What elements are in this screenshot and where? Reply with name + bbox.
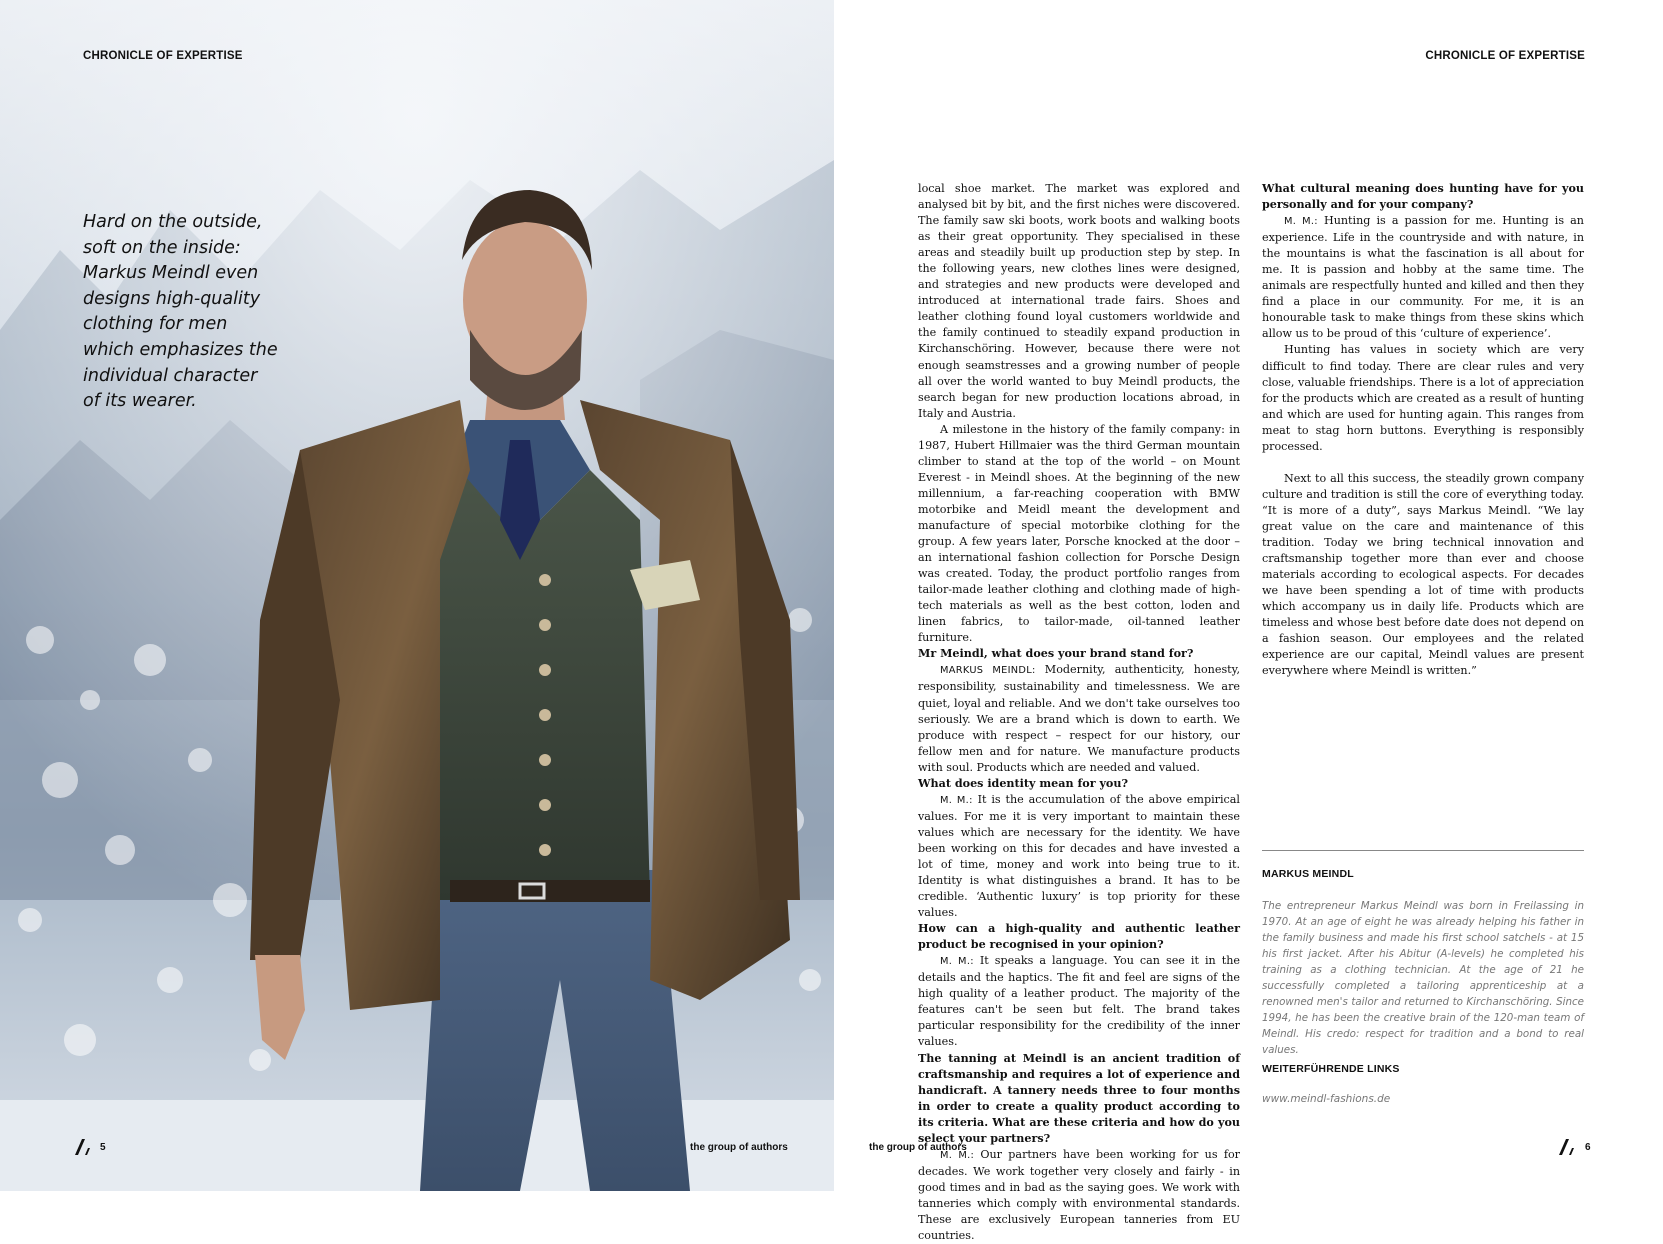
caption-line: soft on the inside: [83, 237, 241, 258]
interview-question: The tanning at Meindl is an ancient tradition of craftsmanship and requires a lot of experience and handicraft. A tannery needs three to four months in order to create a quality product according to its criteria. What are these criteria and how do you select your partners? [918, 1051, 1240, 1145]
speaker-label: MARKUS MEINDL: [940, 665, 1036, 677]
interview-question: How can a high-quality and authentic leather product be recognised in your opinion? [918, 922, 1240, 952]
interview-question: Mr Meindl, what does your brand stand for? [918, 647, 1194, 661]
left-page [0, 0, 834, 1191]
answer-text: Our partners have been working for us for decades. We work together very closely and fairly - in good times and in bad as the saying goes. We work with tanneries which comply with environmental standards. These are exclusively European tanneries from EU countries. [918, 1147, 1240, 1243]
speaker-label: M. M.: [940, 956, 974, 968]
answer-text: Modernity, authenticity, honesty, responsibility, sustainability and timelessness. We are quiet, loyal and reliable. And we don't take ourselves too seriously. We are a brand which is down to earth. We produce with respect – respect for our history, our fellow men and for nature. We manufacture products with soul. Products which are needed and valued. [918, 663, 1240, 774]
authors-right: the group of authors [869, 1142, 967, 1153]
answer-text: Hunting is a passion for me. Hunting is an experience. Life in the countryside and with nature, in the mountains is what the fascination is all about for me. It is passion and hobby at the same time. The animals are respectfully hunted and killed and then they find a place in our community. For me, it is an honourable task to make things from these skins which allow us to be proud of this ‘culture of experience’. [1262, 214, 1584, 341]
article-paragraph: Next to all this success, the steadily grown company culture and tradition is still the core of everything today. “It is more of a duty”, says Markus Meindl. “We lay great value on the care and maintenance of this tradition. Today we bring technical innovation and craftsmanship together more than ever and choose materials according to ecological aspects. For decades we have been spending a lot of time with products which accompany us in daily life. Products which are timeless and whose best before date does not depend on a fashion season. Our employees and the related experience are our capital, Meindl values are present everywhere where Meindl is written.” [1262, 471, 1584, 678]
caption-line: individual character [83, 365, 258, 386]
caption-line: which emphasizes the [83, 339, 278, 360]
interview-question: What cultural meaning does hunting have for you personally and for your company? [1262, 182, 1584, 212]
caption-line: clothing for men [83, 314, 228, 335]
article-paragraph [918, 662, 1240, 775]
bio-text: The entrepreneur Markus Meindl was born in Freilassing in 1970. At an age of eight he was already helping his father in the family business and made his first school satchels - at 15 his first jacket. After his Abitur (A-levels) he completed his training as a clothing technician. At the age of 21 he successfully completed a tailoring apprenticeship at a renowned men's tailor and returned to Kirchanschöring. Since 1994, he has been the creative brain of the 120-man team of Meindl. His credo: respect for tradition and a bond to real values. [1262, 900, 1584, 1056]
bio-heading: MARKUS MEINDL [1262, 868, 1354, 880]
cover-photo [0, 0, 834, 1191]
answer-text: It is the accumulation of the above empirical values. For me it is very important to maintain these values which are necessary for the identity. We have been working on this for decades and have invested a lot of time, money and work into being true to it. Identity is what distinguishes a brand. It has to be credible. ‘Authentic luxury’ is top priority for these values. [918, 792, 1240, 920]
running-head-left: CHRONICLE OF EXPERTISE [83, 50, 243, 62]
article-paragraph: A milestone in the history of the family company: in 1987, Hubert Hillmaier was the third German mountain climber to stand at the top of the world – on Mount Everest - in Meindl shoes. At the beginning of the new millennium, a far-reaching cooperation with BMW motorbike and Meidl meant the development and manufacture of special motorbike clothing for the group. A few years later, Porsche knocked at the door – an international fashion collection for Porsche Design was created. Today, the product portfolio ranges from tailor-made leather clothing and clothing made of high-tech materials as well as the best cotton, loden and linen fabrics, to tailor-made, oil-tanned leather furniture. [918, 422, 1240, 645]
article-column-2 [1262, 181, 1584, 679]
magazine-logo-icon [1557, 1138, 1577, 1156]
speaker-label: M. M.: [940, 1149, 975, 1161]
photo-illustration [0, 0, 834, 1191]
article-paragraph: Hunting has values in society which are very difficult to find today. There are clear rules and very close, valuable friendships. There is a lot of appreciation for the products which are created as a result of hunting and which are used for hunting again. This ranges from meat to stag horn buttons. Everything is responsibly processed. [1262, 343, 1584, 453]
article-paragraph [918, 792, 1240, 921]
interview-question: What does identity mean for you? [918, 776, 1128, 790]
authors-left: the group of authors [690, 1142, 788, 1153]
article-paragraph [918, 1147, 1240, 1244]
speaker-label: M. M.: [940, 794, 973, 806]
photo-caption [83, 210, 303, 415]
links-heading: WEITERFÜHRENDE LINKS [1262, 1063, 1400, 1075]
article-paragraph [1262, 213, 1584, 342]
page-number-left: 5 [100, 1142, 106, 1153]
answer-text: It speaks a language. You can see it in the details and the haptics. The fit and feel are signs of the high quality of a leather product. The majority of the features can't be seen but felt. The brand takes particular responsibility for the credibility of the inner values. [918, 954, 1240, 1049]
article-paragraph [918, 953, 1240, 1050]
caption-line: designs high-quality [83, 288, 261, 309]
running-head-right: CHRONICLE OF EXPERTISE [1425, 50, 1585, 62]
caption-line: Hard on the outside, [83, 212, 263, 232]
caption-line: Markus Meindl even [83, 263, 259, 284]
bio-divider [1262, 850, 1584, 851]
website-link[interactable]: www.meindl-fashions.de [1262, 1093, 1391, 1105]
page-number-right: 6 [1585, 1142, 1591, 1153]
caption-line: of its wearer. [83, 391, 197, 412]
speaker-label: M. M.: [1284, 216, 1318, 228]
article-paragraph: local shoe market. The market was explored and analysed bit by bit, and the first niches were discovered. The family saw ski boots, work boots and walking boots as their great opportunity. They specialised in these areas and steadily built up production step by step. In the following years, new clothes lines were designed, and strategies and new products were developed and introduced at international trade fairs. Shoes and leather clothing found loyal customers worldwide and the family continued to steadily expand production in Kirchanschöring. However, because there were not enough seamstresses and a growing number of people all over the world wanted to buy Meindl products, the search began for new production locations abroad, in Italy and Austria. [918, 182, 1240, 420]
magazine-logo-icon [73, 1138, 93, 1156]
article-column-1 [918, 181, 1240, 1244]
